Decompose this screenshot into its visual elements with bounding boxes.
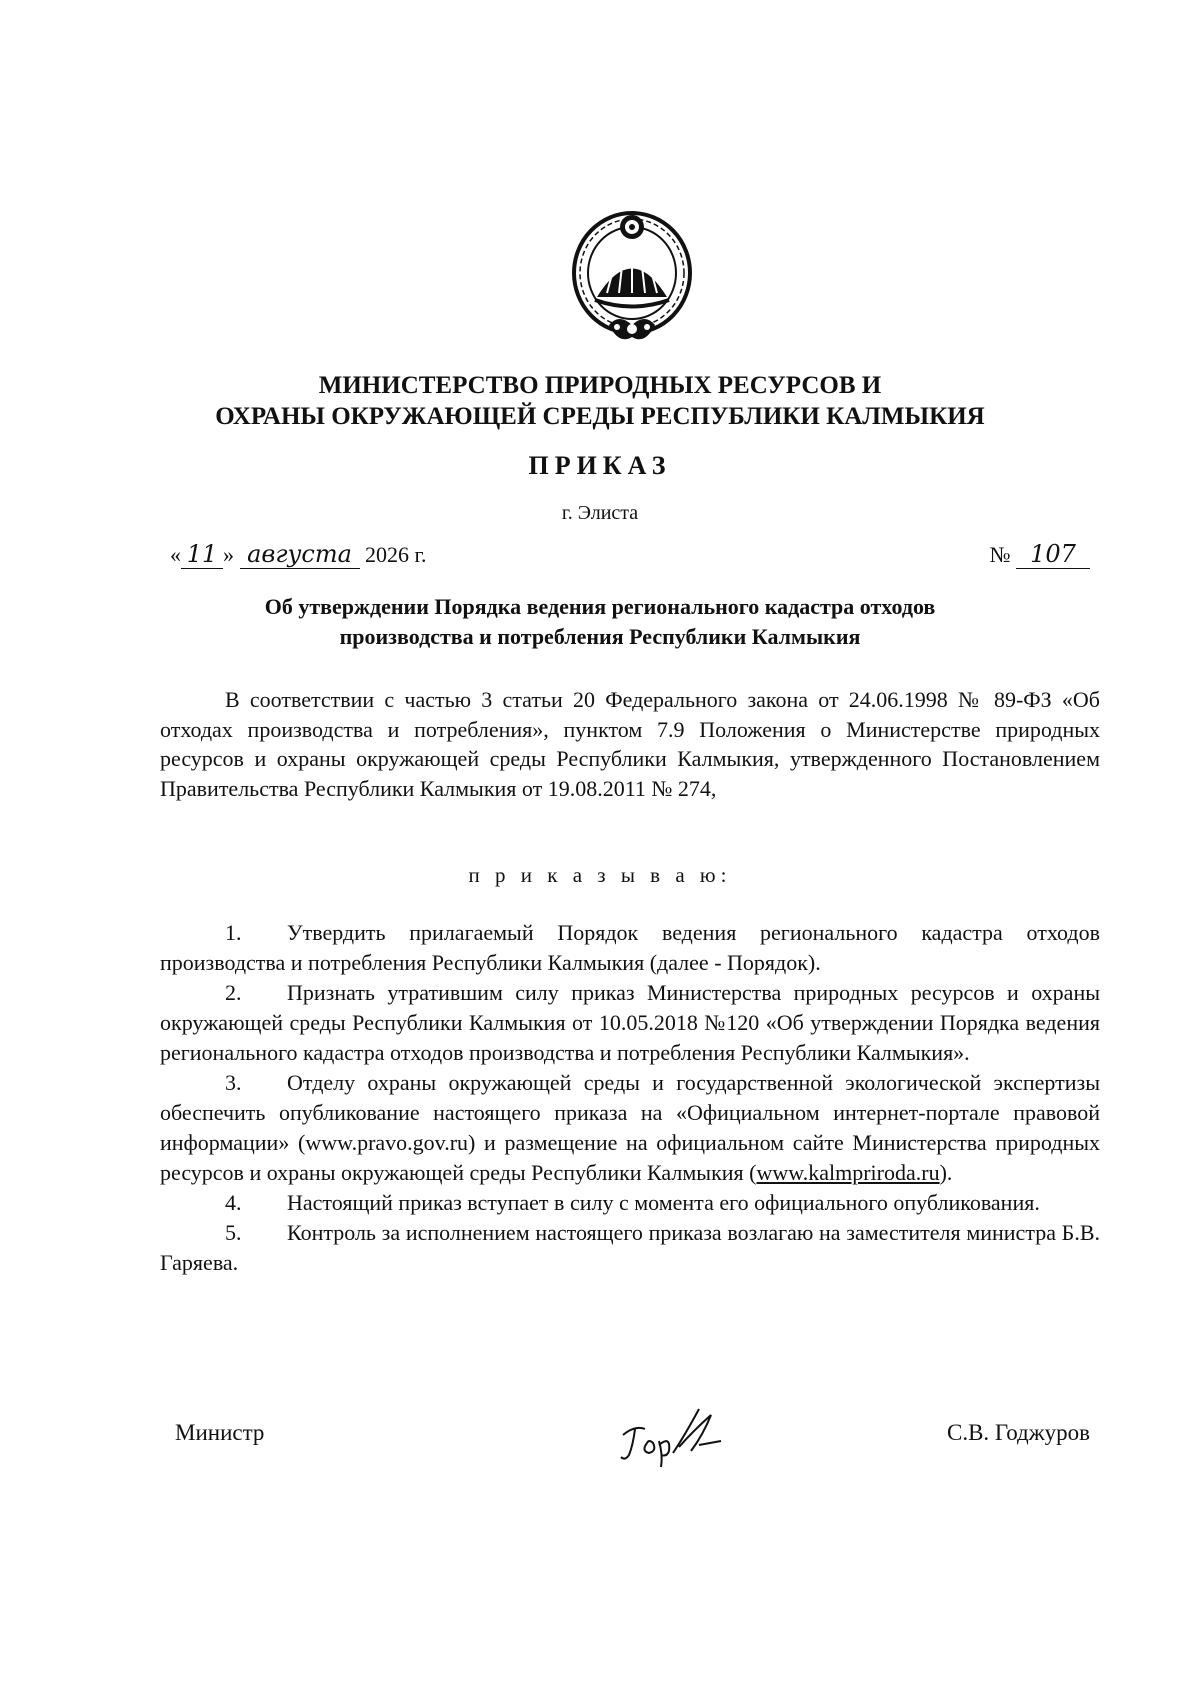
item-text-end: ). xyxy=(939,1160,953,1185)
item-number: 5. xyxy=(225,1220,242,1245)
date-year: 2026 г. xyxy=(365,542,427,567)
item-number: 2. xyxy=(225,980,242,1005)
ministry-name xyxy=(150,370,1050,432)
item-text: Утвердить прилагаемый Порядок ведения регионального кадастра отходов производства и потребления Республики Калмыкия (далее - Порядок). xyxy=(160,920,1100,975)
date-close-quote: » xyxy=(223,542,234,567)
item-number: 1. xyxy=(225,920,242,945)
website-link[interactable]: www.kalmpriroda.ru xyxy=(756,1160,940,1185)
order-number-label: № xyxy=(989,542,1011,567)
item-number: 3. xyxy=(225,1070,242,1095)
handwritten-signature xyxy=(615,1395,735,1475)
order-item xyxy=(160,1218,1100,1278)
order-item xyxy=(160,918,1100,978)
order-subject-line2: производства и потребления Республики Калмыкия xyxy=(339,624,861,649)
order-item xyxy=(160,1188,1100,1218)
preamble: В соответствии с частью 3 статьи 20 Федерального закона от 24.06.1998 № 89-ФЗ «Об отходах производства и потребления», пунктом 7.9 Положения о Министерстве природных ресурсов и охраны окружающей среды Республики Калмыкия, утвержденного Постановлением Правительства Республики Калмыкия от 19.08.2011 № 274, xyxy=(160,687,1100,801)
order-item xyxy=(160,1068,1100,1188)
item-number: 4. xyxy=(225,1190,242,1215)
order-item xyxy=(160,978,1100,1068)
order-subject xyxy=(150,592,1050,652)
order-items xyxy=(160,918,1100,1278)
date-open-quote: « xyxy=(170,542,181,567)
order-date xyxy=(170,540,427,576)
item-text: Настоящий приказ вступает в силу с момента его официального опубликования. xyxy=(287,1190,1040,1215)
order-subject-line1: Об утверждении Порядка ведения регионального кадастра отходов xyxy=(264,594,936,619)
document-type: ПРИКАЗ xyxy=(528,451,672,480)
order-number xyxy=(990,540,1091,569)
item-text: Признать утратившим силу приказ Министерства природных ресурсов и охраны окружающей среды Республики Калмыкия от 10.05.2018 №120 «Об утверждении Порядка ведения регионального кадастра отходов производства и потребления Республики Калмыкия». xyxy=(160,980,1100,1065)
date-month: августа xyxy=(240,540,360,569)
decree-word: п р и к а з ы в а ю: xyxy=(468,863,732,887)
date-day: 11 xyxy=(181,540,223,569)
signatory-name: С.В. Годжуров xyxy=(947,1420,1090,1445)
signatory-title: Министр xyxy=(175,1420,265,1445)
order-number-value: 107 xyxy=(1016,540,1090,569)
item-text: Контроль за исполнением настоящего приказа возлагаю на заместителя министра Б.В. Гаряева. xyxy=(160,1220,1100,1275)
ministry-name-line2: ОХРАНЫ ОКРУЖАЮЩЕЙ СРЕДЫ РЕСПУБЛИКИ КАЛМЫКИЯ xyxy=(215,403,985,430)
ministry-name-line1: МИНИСТЕРСТВО ПРИРОДНЫХ РЕСУРСОВ И xyxy=(318,372,882,399)
item-text: Отделу охраны окружающей среды и государственной экологической экспертизы обеспечить опубликование настоящего приказа на «Официальном интернет-портале правовой информации» (www.pravo.gov.ru) и размещение на официальном сайте Министерства природных ресурсов и охраны окружающей среды Республики Калмыкия ( xyxy=(160,1070,1100,1185)
kalmykia-coat-of-arms-icon xyxy=(567,205,697,355)
city: г. Элиста xyxy=(561,502,639,524)
